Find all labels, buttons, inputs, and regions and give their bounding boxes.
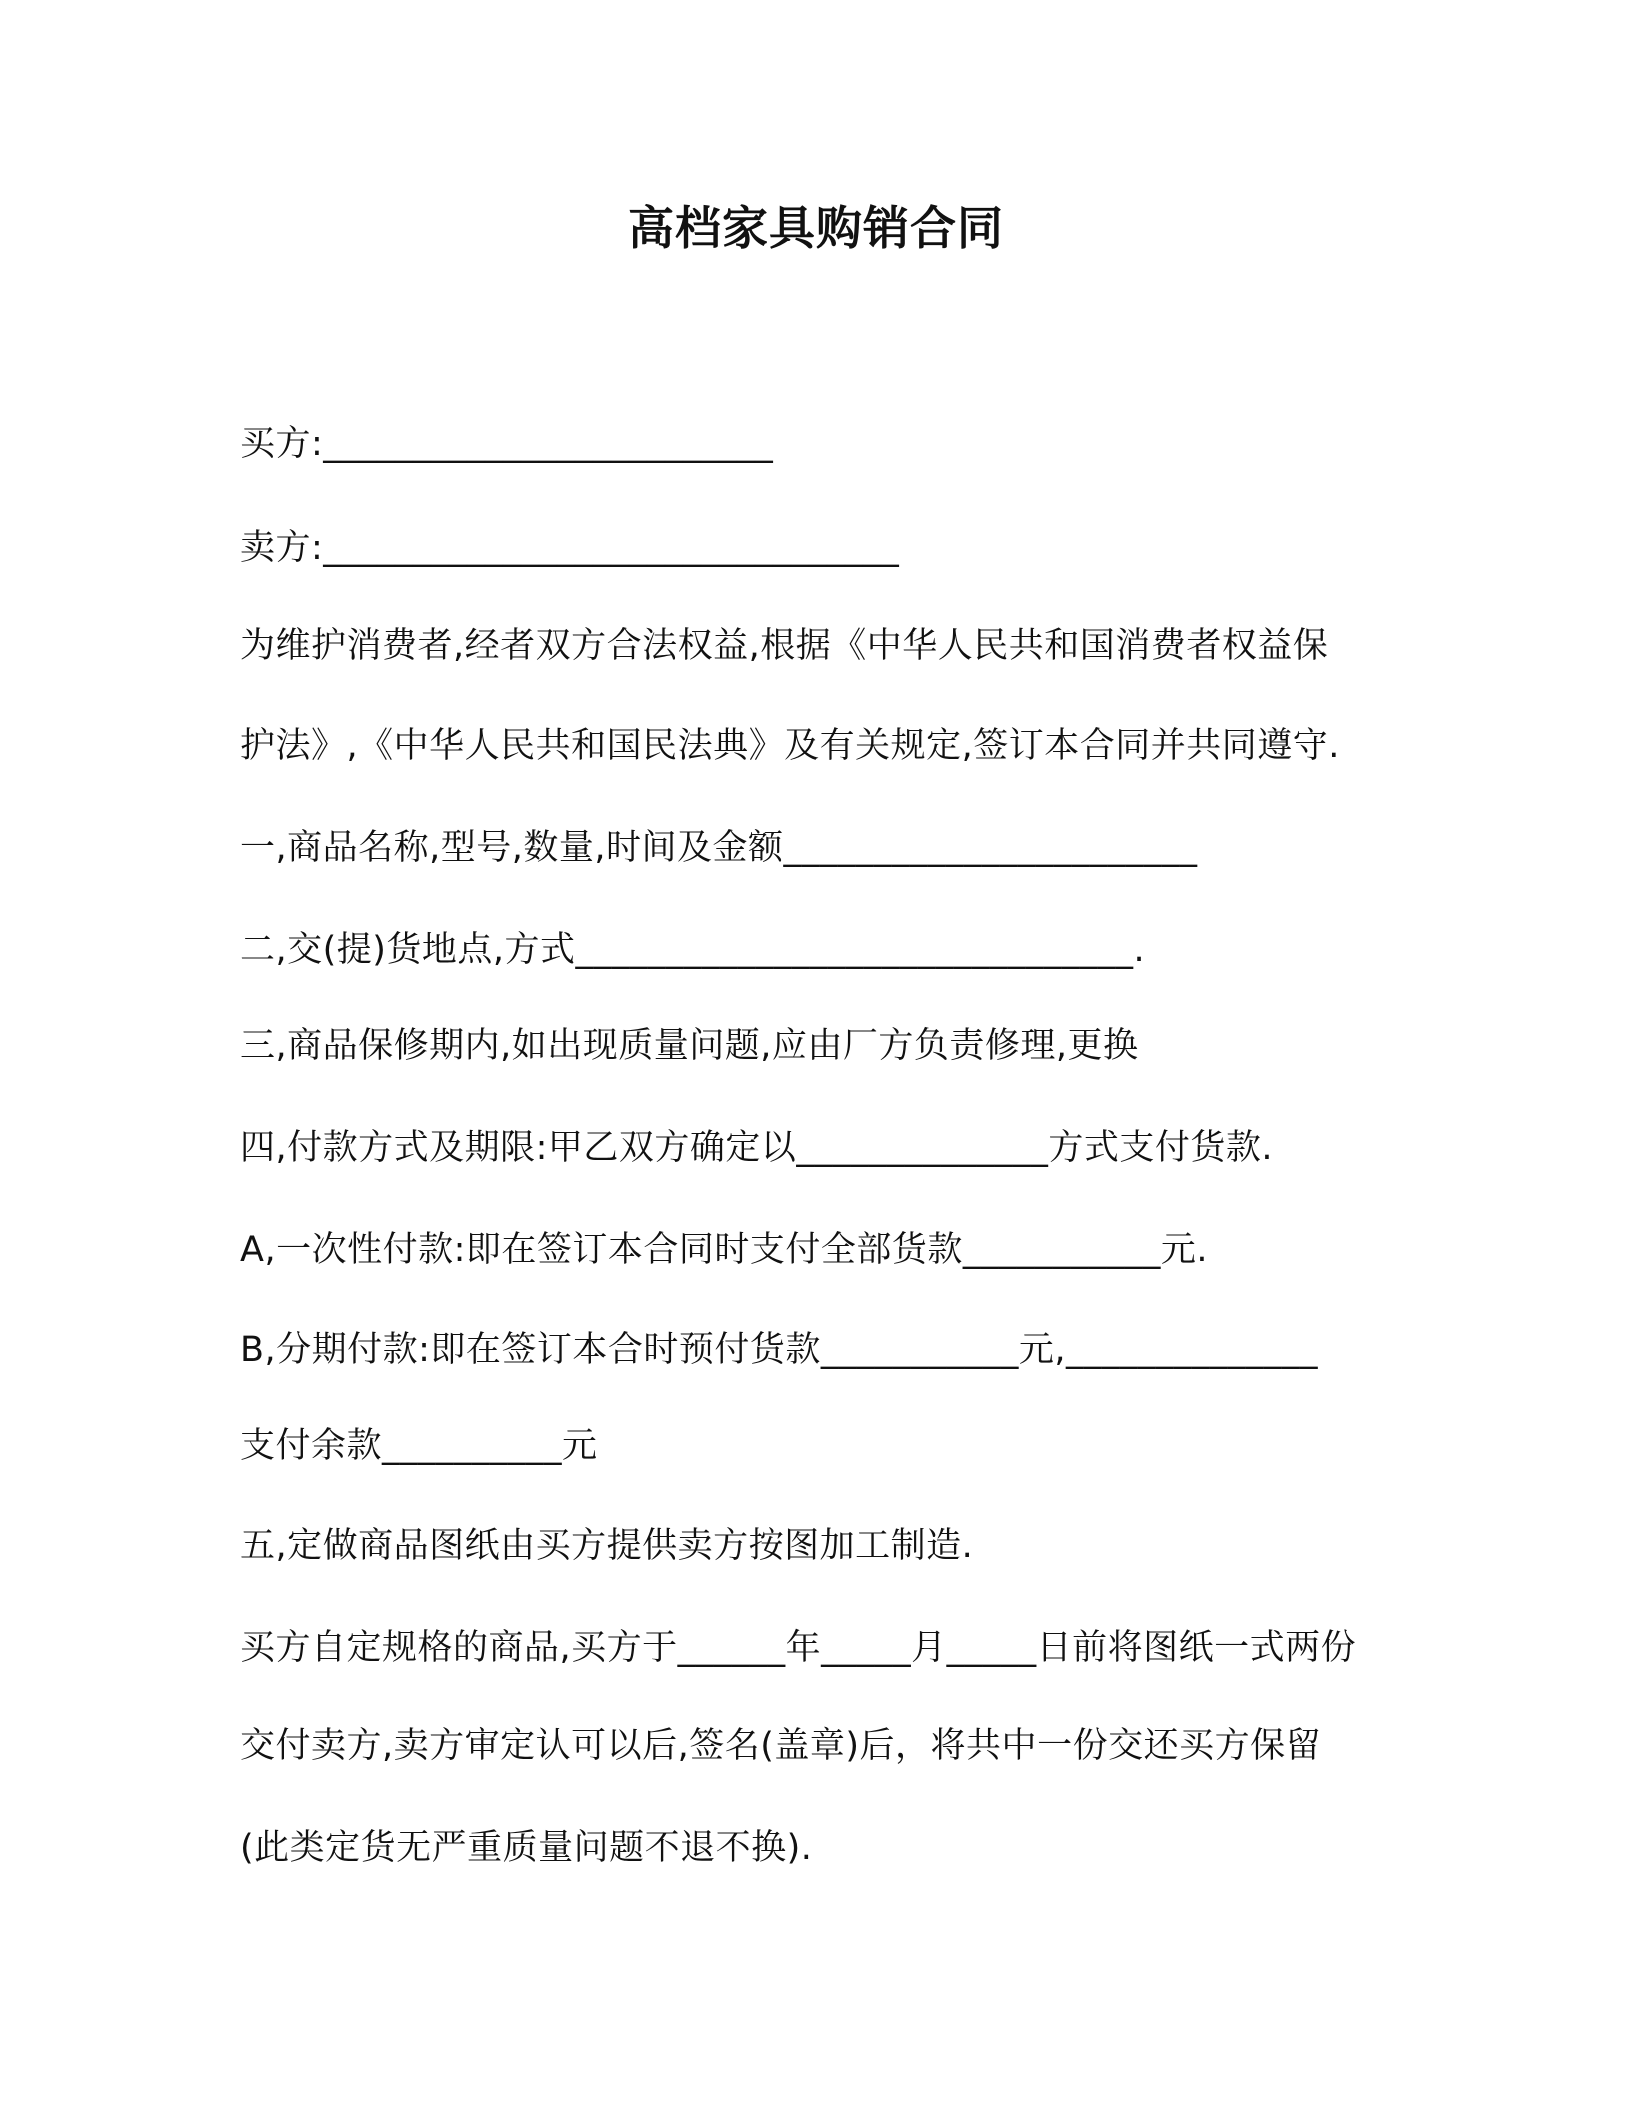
- custom-spec-line-2: 交付卖方,卖方审定认可以后,签名(盖章)后，将共中一份交还买方保留: [240, 1726, 1322, 1766]
- clause-2-delivery: 二,交(提)货地点,方式_______________________________.: [240, 930, 1146, 970]
- payment-option-b: B,分期付款:即在签订本合时预付货款___________元,______________: [240, 1330, 1319, 1370]
- clause-3-warranty: 三,商品保修期内,如出现质量问题,应由厂方负责修理,更换: [240, 1026, 1139, 1066]
- custom-spec-line-3: (此类定货无严重质量问题不退不换).: [240, 1828, 813, 1868]
- payment-balance: 支付余款__________元: [240, 1426, 598, 1466]
- payment-option-a: A,一次性付款:即在签订本合同时支付全部货款___________元.: [240, 1230, 1208, 1270]
- document-title: 高档家具购销合同: [628, 201, 1004, 255]
- clause-4-payment: 四,付款方式及期限:甲乙双方确定以______________方式支付货款.: [240, 1128, 1274, 1168]
- buyer-line: 买方:_________________________: [240, 424, 774, 464]
- preamble-line-1: 为维护消费者,经者双方合法权益,根据《中华人民共和国消费者权益保: [240, 626, 1329, 666]
- seller-line: 卖方:________________________________: [240, 528, 900, 568]
- clause-1-goods: 一,商品名称,型号,数量,时间及金额_______________________: [240, 828, 1198, 868]
- clause-5-custom: 五,定做商品图纸由买方提供卖方按图加工制造.: [240, 1526, 974, 1566]
- custom-spec-line-1: 买方自定规格的商品,买方于______年_____月_____日前将图纸一式两份: [240, 1628, 1357, 1668]
- preamble-line-2: 护法》,《中华人民共和国民法典》及有关规定,签订本合同并共同遵守.: [240, 726, 1340, 766]
